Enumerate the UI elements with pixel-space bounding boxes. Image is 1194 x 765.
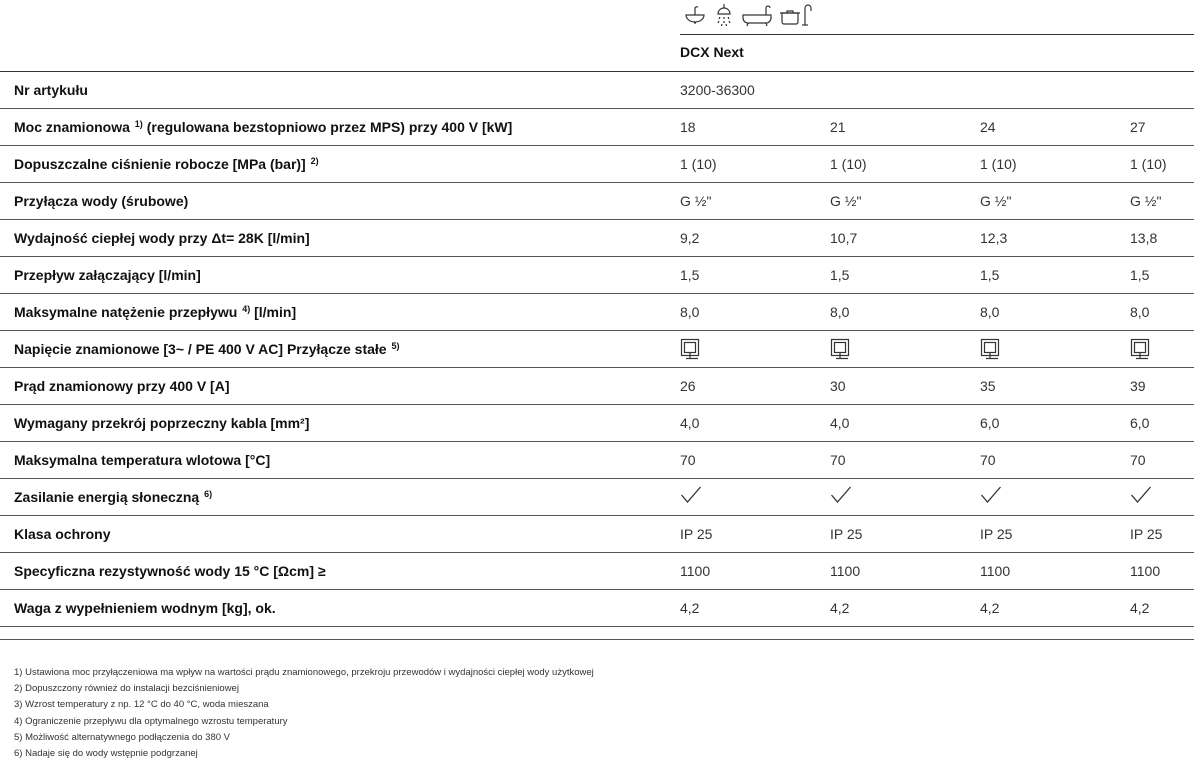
footnote: 1) Ustawiona moc przyłączeniowa ma wpływ na wartości prądu znamionowego, przekroju przewodów i wydajności ciepłej wody użytkowej xyxy=(14,667,594,678)
cell-value: 8,0 xyxy=(830,304,850,320)
cell-value: IP 25 xyxy=(830,526,863,542)
kitchen-sink-icon xyxy=(779,3,813,29)
checkmark-icon xyxy=(980,486,1002,507)
table-row xyxy=(0,220,1194,257)
cell-value: 8,0 xyxy=(1130,304,1150,320)
row-label-text: Przepływ załączający [l/min] xyxy=(14,267,201,283)
row-label-text: Zasilanie energią słoneczną xyxy=(14,489,200,505)
cell-value: 1 (10) xyxy=(1130,156,1167,172)
cell-value: 70 xyxy=(830,452,846,468)
cell-value: 4,2 xyxy=(1130,600,1150,616)
footnote: 6) Nadaje się do wody wstępnie podgrzanej xyxy=(14,748,198,760)
cell-value: 18 xyxy=(680,119,696,135)
footnote-ref: 2) xyxy=(310,156,319,166)
cell-value: 1100 xyxy=(680,563,711,579)
cell-value: 8,0 xyxy=(980,304,1000,320)
cell-value: 39 xyxy=(1130,378,1146,394)
row-label xyxy=(14,415,309,431)
footnote-ref: 6) xyxy=(204,489,213,499)
cell-value: 21 xyxy=(830,119,846,135)
cell-value: 1,5 xyxy=(680,267,700,283)
row-label xyxy=(14,452,270,468)
cell-value: 12,3 xyxy=(980,230,1008,246)
cell-value: 6,0 xyxy=(1130,415,1150,431)
cell-value: 9,2 xyxy=(680,230,700,246)
cell-value: 1,5 xyxy=(830,267,850,283)
checkmark-icon xyxy=(680,486,702,507)
row-label-suffix: (regulowana bezstopniowo przez MPS) przy 400 V [kW] xyxy=(146,119,513,135)
row-label xyxy=(14,119,512,135)
cell-value: G ½" xyxy=(980,193,1012,209)
table-row xyxy=(0,479,1194,516)
model-name: DCX Next xyxy=(680,44,744,60)
table-row xyxy=(0,183,1194,220)
row-label xyxy=(14,600,276,616)
bathtub-icon xyxy=(741,3,773,29)
cell-value: 1 (10) xyxy=(680,156,717,172)
row-label-text: Wymagany przekrój poprzeczny kabla [mm²] xyxy=(14,415,310,431)
cell-value: G ½" xyxy=(1130,193,1162,209)
table-row xyxy=(0,72,1194,109)
cell-value: 4,2 xyxy=(980,600,1000,616)
footnote: 2) Dopuszczony również do instalacji bezciśnieniowej xyxy=(14,683,239,695)
row-label-text: Prąd znamionowy przy 400 V [A] xyxy=(14,378,230,394)
cell-value: 27 xyxy=(1130,119,1146,135)
footnote: 3) Wzrost temperatury z np. 12 °C do 40 °C, woda mieszana xyxy=(14,699,269,711)
cell-value: 3200-36300 xyxy=(680,82,755,98)
row-label xyxy=(14,489,212,505)
footnote: 4) Ograniczenie przepływu dla optymalnego wzrostu temperatury xyxy=(14,715,288,727)
row-label-text: Przyłącza wody (śrubowe) xyxy=(14,193,189,209)
table-row xyxy=(0,590,1194,627)
row-label-text: Klasa ochrony xyxy=(14,526,111,542)
cell-value: 70 xyxy=(980,452,996,468)
table-row xyxy=(0,257,1194,294)
checkmark-icon xyxy=(1130,486,1152,507)
cell-value: 30 xyxy=(830,378,846,394)
table-row xyxy=(0,405,1194,442)
row-label xyxy=(14,193,188,209)
table-row xyxy=(0,109,1194,146)
cell-value: 1 (10) xyxy=(980,156,1017,172)
cell-value: G ½" xyxy=(830,193,862,209)
footnote-ref: 4) xyxy=(242,304,251,314)
cell-value: 35 xyxy=(980,378,996,394)
cell-value: 24 xyxy=(980,119,996,135)
cell-value: 1100 xyxy=(980,563,1011,579)
row-label xyxy=(14,563,326,579)
row-label-text: Wydajność ciepłej wody przy Δt= 28K [l/min] xyxy=(14,230,310,246)
table-row xyxy=(0,553,1194,590)
row-label-text: Moc znamionowa xyxy=(14,119,130,135)
footnote: 5) Możliwość alternatywnego podłączenia do 380 V xyxy=(14,731,230,743)
cell-value: 8,0 xyxy=(680,304,700,320)
table-row xyxy=(0,442,1194,479)
shower-icon xyxy=(713,3,735,29)
row-label-text: Nr artykułu xyxy=(14,82,88,98)
cell-value: 70 xyxy=(680,452,696,468)
cell-value: 1,5 xyxy=(980,267,1000,283)
row-label-text: Dopuszczalne ciśnienie robocze [MPa (bar)] xyxy=(14,156,306,172)
table-bottom-rule xyxy=(0,639,1194,640)
cell-value: IP 25 xyxy=(680,526,713,542)
checkmark-icon xyxy=(830,486,852,507)
row-label-text: Waga z wypełnieniem wodnym [kg], ok. xyxy=(14,600,276,616)
cell-value: 1100 xyxy=(830,563,861,579)
cell-value: 13,8 xyxy=(1130,230,1158,246)
cell-value: 1,5 xyxy=(1130,267,1150,283)
washbasin-icon xyxy=(683,3,707,29)
row-label xyxy=(14,304,296,320)
row-label-text: Maksymalne natężenie przepływu xyxy=(14,304,238,320)
cell-value: 4,2 xyxy=(680,600,700,616)
cell-value: IP 25 xyxy=(980,526,1013,542)
cell-value: 4,0 xyxy=(830,415,850,431)
table-row xyxy=(0,516,1194,553)
application-icons xyxy=(683,3,813,29)
cell-value: 70 xyxy=(1130,452,1146,468)
row-label xyxy=(14,267,201,283)
row-label xyxy=(14,341,400,357)
fixed-connection-icon xyxy=(980,338,1000,363)
cell-value: 26 xyxy=(680,378,696,394)
fixed-connection-icon xyxy=(680,338,700,363)
cell-value: 1 (10) xyxy=(830,156,867,172)
row-label-text: Maksymalna temperatura wlotowa [°C] xyxy=(14,452,271,468)
row-label-text: Napięcie znamionowe [3~ / PE 400 V AC] Przyłącze stałe xyxy=(14,341,387,357)
header-divider xyxy=(680,34,1194,35)
row-label xyxy=(14,526,110,542)
cell-value: G ½" xyxy=(680,193,712,209)
cell-value: 1100 xyxy=(1130,563,1161,579)
row-label xyxy=(14,82,88,98)
row-label-suffix: [l/min] xyxy=(254,304,297,320)
row-label xyxy=(14,230,310,246)
fixed-connection-icon xyxy=(1130,338,1150,363)
row-label xyxy=(14,378,230,394)
row-label xyxy=(14,156,319,172)
table-row xyxy=(0,331,1194,368)
row-divider xyxy=(0,626,1194,627)
table-row xyxy=(0,146,1194,183)
cell-value: IP 25 xyxy=(1130,526,1163,542)
cell-value: 6,0 xyxy=(980,415,1000,431)
table-row xyxy=(0,294,1194,331)
cell-value: 4,0 xyxy=(680,415,700,431)
footnotes xyxy=(14,665,594,762)
row-label-text: Specyficzna rezystywność wody 15 °C [Ωcm] ≥ xyxy=(14,563,326,579)
table-row xyxy=(0,368,1194,405)
footnote-ref: 5) xyxy=(391,341,400,351)
cell-value: 4,2 xyxy=(830,600,850,616)
footnote-ref: 1) xyxy=(134,119,143,129)
fixed-connection-icon xyxy=(830,338,850,363)
cell-value: 10,7 xyxy=(830,230,858,246)
